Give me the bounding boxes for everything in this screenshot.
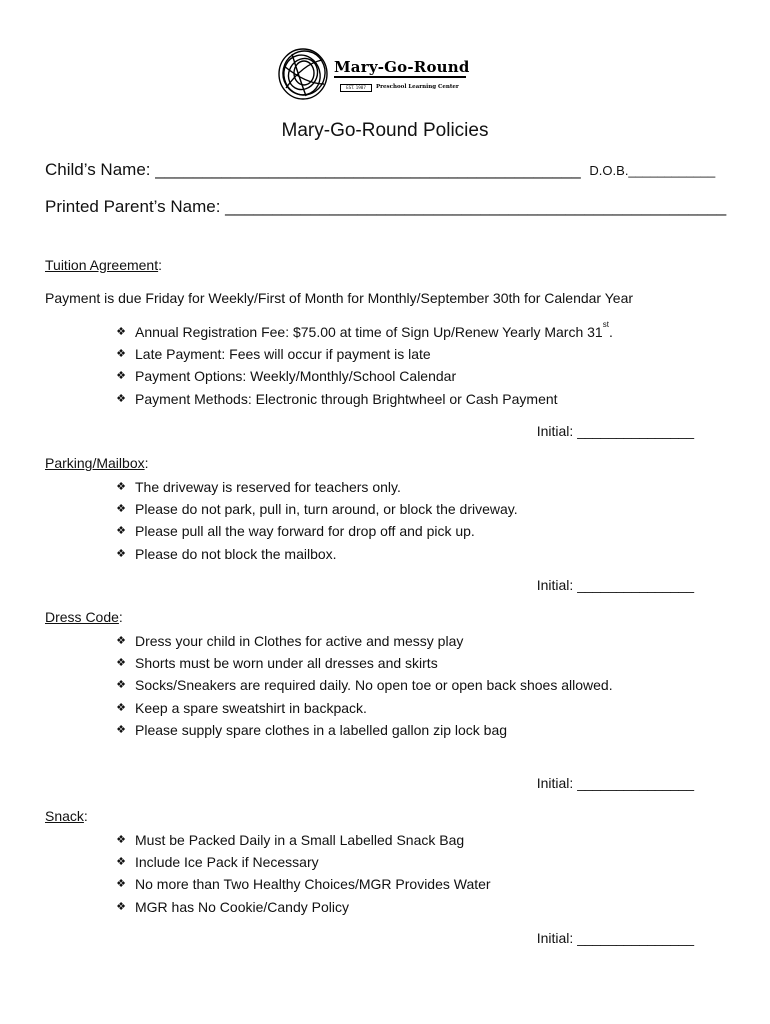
- parking-heading-label: Parking/Mailbox: [45, 455, 145, 471]
- list-item-text: Annual Registration Fee: $75.00 at time of Sign Up/Renew Yearly March 31st.: [135, 320, 613, 341]
- list-item: [114, 829, 491, 851]
- tuition-heading: [45, 257, 162, 273]
- logo-subtitle: Preschool Learning Center: [376, 84, 459, 90]
- diamond-bullet-icon: ❖: [116, 392, 126, 405]
- snack-initial-field[interactable]: Initial: _______________: [536, 930, 694, 946]
- list-item: [114, 652, 613, 674]
- snack-heading-label: Snack: [45, 808, 84, 824]
- diamond-bullet-icon: ❖: [116, 525, 126, 538]
- dress-initial-field[interactable]: Initial: _______________: [536, 775, 694, 791]
- diamond-bullet-icon: ❖: [116, 657, 126, 670]
- heading-colon: :: [118, 609, 123, 625]
- diamond-bullet-icon: ❖: [116, 834, 126, 847]
- list-item-text: The driveway is reserved for teachers only.: [135, 479, 401, 496]
- list-item: [114, 498, 518, 520]
- list-item-text: Please do not park, pull in, turn around, or block the driveway.: [135, 501, 518, 518]
- diamond-bullet-icon: ❖: [116, 701, 126, 714]
- tuition-list: [114, 321, 613, 410]
- list-item: [114, 343, 613, 365]
- diamond-bullet-icon: ❖: [116, 679, 126, 692]
- list-item-text: Include Ice Pack if Necessary: [135, 854, 319, 871]
- dress-list: [114, 630, 613, 741]
- dob-field[interactable]: D.O.B.____________: [589, 163, 716, 178]
- list-item-text: Please do not block the mailbox.: [135, 545, 337, 562]
- list-item: [114, 543, 518, 565]
- child-name-field[interactable]: [45, 160, 715, 180]
- diamond-bullet-icon: ❖: [116, 547, 126, 560]
- list-item-text: Dress your child in Clothes for active and messy play: [135, 633, 464, 650]
- list-item: [114, 388, 613, 410]
- diamond-bullet-icon: ❖: [116, 635, 126, 648]
- dress-heading: [45, 609, 123, 625]
- list-item: [114, 321, 613, 343]
- list-item: [114, 697, 613, 719]
- mary-go-round-logo: [276, 44, 476, 102]
- snack-heading: [45, 808, 88, 824]
- list-item-text: Payment Options: Weekly/Monthly/School Calendar: [135, 368, 457, 385]
- list-item-text: Must be Packed Daily in a Small Labelled Snack Bag: [135, 832, 465, 849]
- logo-title: Mary-Go-Round: [334, 58, 470, 76]
- list-item: [114, 630, 613, 652]
- list-item-text: No more than Two Healthy Choices/MGR Provides Water: [135, 876, 491, 893]
- list-item-text: Please supply spare clothes in a labelled gallon zip lock bag: [135, 721, 508, 738]
- list-item: [114, 674, 613, 696]
- logo-rule: [334, 76, 466, 78]
- heading-colon: :: [144, 455, 149, 471]
- diamond-bullet-icon: ❖: [116, 900, 126, 913]
- list-item-text: Payment Methods: Electronic through Brightwheel or Cash Payment: [135, 390, 558, 407]
- list-item-text: Keep a spare sweatshirt in backpack.: [135, 699, 367, 716]
- list-item: [114, 896, 491, 918]
- diamond-bullet-icon: ❖: [116, 348, 126, 361]
- parking-heading: [45, 455, 149, 471]
- heading-colon: :: [83, 808, 88, 824]
- logo-tag: EST. 1987: [340, 84, 372, 92]
- tuition-intro: Payment is due Friday for Weekly/First of Month for Monthly/September 30th for Calendar Year: [45, 290, 634, 306]
- page-title: Mary-Go-Round Policies: [281, 120, 489, 141]
- diamond-bullet-icon: ❖: [116, 878, 126, 891]
- snack-list: [114, 829, 491, 918]
- dress-heading-label: Dress Code: [45, 609, 119, 625]
- parent-name-field[interactable]: Printed Parent’s Name: _____________________________________________________: [45, 197, 727, 216]
- list-item: [114, 873, 491, 895]
- diamond-bullet-icon: ❖: [116, 481, 126, 494]
- tuition-initial-field[interactable]: Initial: _______________: [536, 423, 694, 439]
- diamond-bullet-icon: ❖: [116, 503, 126, 516]
- parking-list: [114, 476, 518, 565]
- diamond-bullet-icon: ❖: [116, 370, 126, 383]
- list-item-text: Please pull all the way forward for drop off and pick up.: [135, 523, 475, 540]
- diamond-bullet-icon: ❖: [116, 723, 126, 736]
- list-item: [114, 365, 613, 387]
- parking-initial-field[interactable]: Initial: _______________: [536, 577, 694, 593]
- heading-colon: :: [158, 257, 162, 273]
- diamond-bullet-icon: ❖: [116, 326, 126, 339]
- diamond-bullet-icon: ❖: [116, 856, 126, 869]
- list-item-text: Shorts must be worn under all dresses and skirts: [135, 655, 438, 672]
- carousel-scribble-icon: [276, 44, 332, 102]
- list-item: [114, 476, 518, 498]
- list-item-text: Socks/Sneakers are required daily. No open toe or open back shoes allowed.: [135, 677, 613, 694]
- list-item: [114, 520, 518, 542]
- list-item-text: MGR has No Cookie/Candy Policy: [135, 898, 349, 915]
- list-item: [114, 851, 491, 873]
- tuition-heading-label: Tuition Agreement: [45, 257, 159, 273]
- list-item: [114, 719, 613, 741]
- child-name-label: Child’s Name: _____________________________________________: [45, 160, 581, 179]
- list-item-text: Late Payment: Fees will occur if payment is late: [135, 346, 431, 363]
